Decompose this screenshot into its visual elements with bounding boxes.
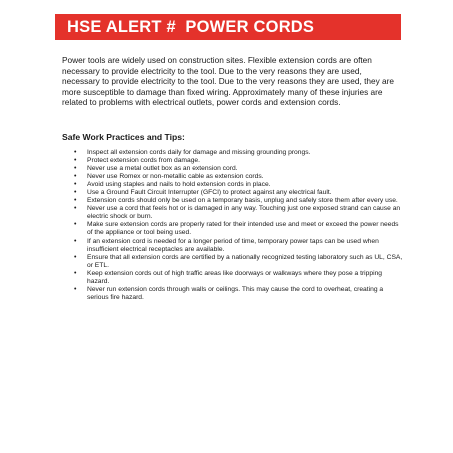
- tip-text: Ensure that all extension cords are certified by a nationally recognized testing laboratory such as UL, CSA, or ETL.: [87, 253, 403, 269]
- tip-item: [74, 238, 404, 254]
- tip-item: [74, 149, 404, 157]
- bullet-icon: •: [74, 253, 77, 261]
- tip-item: [74, 205, 404, 221]
- tip-text: Extension cords should only be used on a temporary basis, unplug and safely store them after every use.: [87, 197, 398, 205]
- tip-text: Never use Romex or non-metallic cable as extension cords.: [87, 173, 264, 181]
- tip-text: Never use a cord that feels hot or is damaged in any way. Touching just one exposed strand can cause an electric shock or burn.: [87, 205, 401, 221]
- tips-heading: Safe Work Practices and Tips:: [62, 132, 185, 142]
- tip-text: Inspect all extension cords daily for damage and missing grounding prongs.: [87, 149, 311, 156]
- bullet-icon: •: [74, 149, 77, 156]
- bullet-icon: •: [74, 189, 77, 197]
- tip-item: [74, 165, 404, 173]
- tip-item: [74, 221, 404, 237]
- tip-item: [74, 286, 404, 302]
- tips-list: [74, 149, 404, 302]
- bullet-icon: •: [74, 197, 77, 205]
- intro-paragraph: Power tools are widely used on construction sites. Flexible extension cords are often necessary to provide electricity to the tool. Due to the very reasons they are used, necessary to provide electricity to the tool. Due to the very reasons they are used, they are more susceptible to damage than fixed wiring. Approximately many of these injuries are related to problems with electrical outlets, power cords and extension cords.: [62, 55, 395, 108]
- bullet-icon: •: [74, 205, 77, 213]
- bullet-icon: •: [74, 237, 77, 245]
- tip-item: [74, 197, 404, 205]
- tip-text: Protect extension cords from damage.: [87, 157, 200, 165]
- bullet-icon: •: [74, 221, 77, 229]
- page-title: HSE ALERT # POWER CORDS: [67, 17, 315, 36]
- tip-item: [74, 157, 404, 165]
- tip-text: Keep extension cords out of high traffic areas like doorways or walkways where they pose a tripping hazard.: [87, 269, 383, 285]
- tip-item: [74, 270, 404, 286]
- tip-text: If an extension cord is needed for a longer period of time, temporary power taps can be used when insufficient electrical receptacles are available.: [87, 237, 379, 253]
- tip-text: Make sure extension cords are properly rated for their intended use and meet or exceed the power needs of the appliance or tool being used.: [87, 221, 399, 237]
- tip-text: Avoid using staples and nails to hold extension cords in place.: [87, 181, 271, 189]
- bullet-icon: •: [74, 181, 77, 189]
- bullet-icon: •: [74, 173, 77, 181]
- tip-item: [74, 181, 404, 189]
- bullet-icon: •: [74, 285, 77, 293]
- tip-item: [74, 254, 404, 270]
- title-banner: [55, 14, 401, 40]
- tip-text: Never use a metal outlet box as an extension cord.: [87, 165, 238, 173]
- bullet-icon: •: [74, 269, 77, 277]
- tip-text: Never run extension cords through walls or ceilings. This may cause the cord to overheat, creating a serious fire hazard.: [87, 285, 384, 301]
- tip-item: [74, 189, 404, 197]
- bullet-icon: •: [74, 157, 77, 165]
- tip-item: [74, 173, 404, 181]
- tip-text: Use a Ground Fault Circuit Interrupter (GFCI) to protect against any electrical fault.: [87, 189, 332, 197]
- bullet-icon: •: [74, 165, 77, 173]
